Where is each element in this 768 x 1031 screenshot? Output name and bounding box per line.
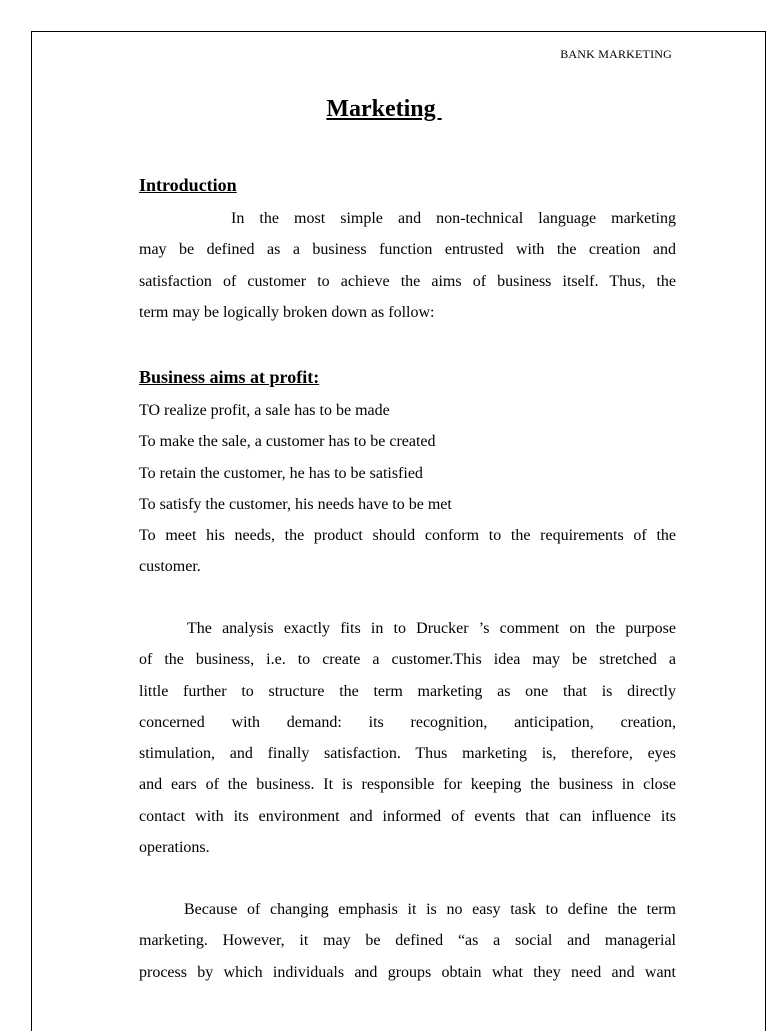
paragraph-line: In the most simple and non-technical language marketing xyxy=(231,210,676,227)
paragraph-line: contact with its environment and informed of events that can influence its xyxy=(139,807,676,825)
paragraph-line: little further to structure the term marketing as one that is directly xyxy=(139,682,676,700)
paragraph-line: term may be logically broken down as follow: xyxy=(139,303,435,321)
business-aims-heading: Business aims at profit: xyxy=(139,367,320,387)
paragraph-line: stimulation, and finally satisfaction. Thus marketing is, therefore, eyes xyxy=(139,745,676,763)
introduction-paragraph xyxy=(139,203,676,328)
paragraph-line: Because of changing emphasis it is no easy task to define the term xyxy=(184,901,676,918)
list-line: To make the sale, a customer has to be created xyxy=(139,433,436,451)
running-header: BANK MARKETING xyxy=(560,47,672,61)
page-title: Marketing xyxy=(326,96,442,122)
paragraph-line: satisfaction of customer to achieve the aims of business itself. Thus, the xyxy=(139,272,676,290)
list-line: customer. xyxy=(139,558,201,576)
definition-paragraph xyxy=(139,894,676,988)
paragraph-line: may be defined as a business function entrusted with the creation and xyxy=(139,241,676,259)
paragraph-line: marketing. However, it may be defined “as a social and managerial xyxy=(139,932,676,950)
paragraph-line: process by which individuals and groups obtain what they need and want xyxy=(139,963,676,981)
introduction-heading: Introduction xyxy=(139,175,237,195)
paragraph-line: and ears of the business. It is responsible for keeping the business in close xyxy=(139,776,676,794)
business-aims-list xyxy=(139,395,676,583)
paragraph-line: of the business, i.e. to create a customer.This idea may be stretched a xyxy=(139,651,676,669)
paragraph-line: The analysis exactly fits in to Drucker ’s comment on the purpose xyxy=(187,620,676,637)
list-line: To meet his needs, the product should conform to the requirements of the xyxy=(139,527,676,545)
list-line: To retain the customer, he has to be satisfied xyxy=(139,464,423,482)
list-line: To satisfy the customer, his needs have to be met xyxy=(139,495,452,513)
paragraph-line: operations. xyxy=(139,839,210,857)
analysis-paragraph xyxy=(139,613,676,863)
paragraph-line: concerned with demand: its recognition, anticipation, creation, xyxy=(139,713,676,731)
list-line: TO realize profit, a sale has to be made xyxy=(139,402,390,419)
